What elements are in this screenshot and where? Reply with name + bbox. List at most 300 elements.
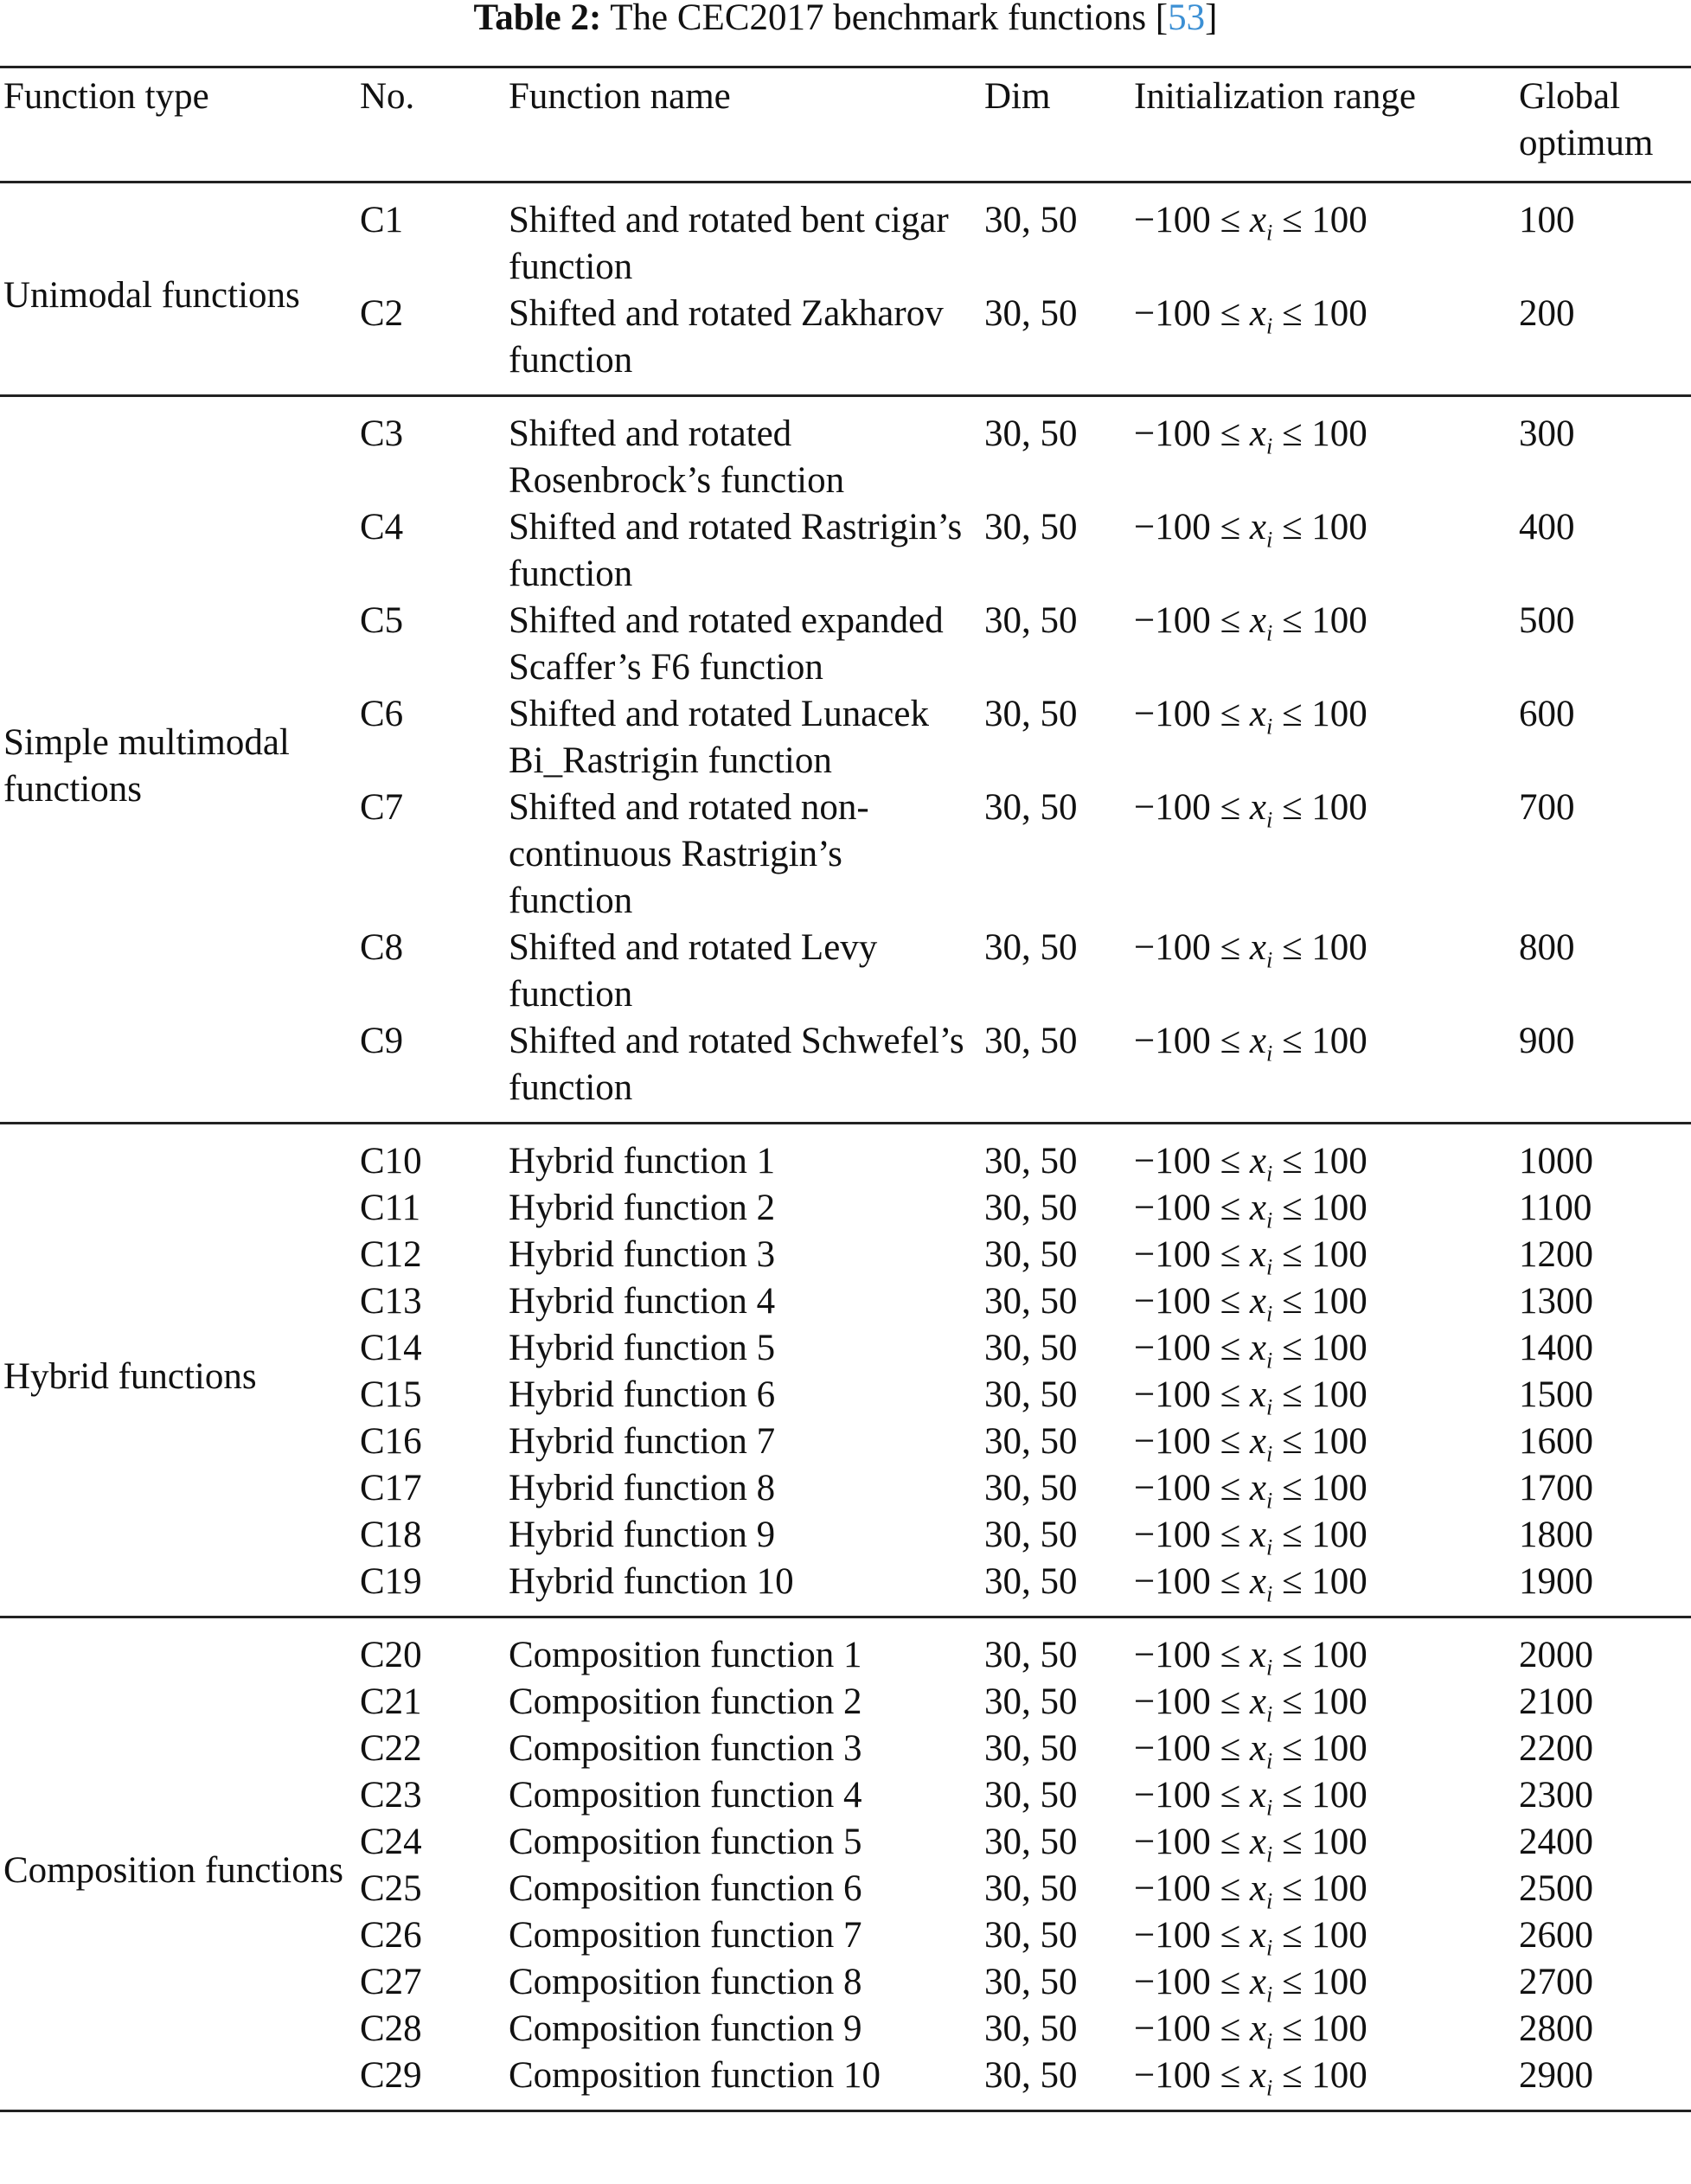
range-upper: ≤ 100 bbox=[1272, 293, 1368, 334]
range-lower: −100 ≤ bbox=[1134, 1635, 1250, 1675]
function-name-cell: Hybrid function 1 bbox=[509, 1141, 776, 1182]
dim-cell: 30, 50 bbox=[984, 1234, 1078, 1275]
global-optimum-cell: 1700 bbox=[1519, 1468, 1593, 1508]
global-optimum-cell: 1000 bbox=[1519, 1141, 1593, 1182]
range-variable-subscript: i bbox=[1265, 807, 1273, 833]
function-no-cell: C21 bbox=[360, 1681, 422, 1722]
dim-cell: 30, 50 bbox=[984, 1328, 1078, 1368]
initialization-range-cell bbox=[1131, 1278, 1515, 1325]
range-variable-subscript: i bbox=[1265, 2075, 1273, 2101]
initialization-range-cell bbox=[1131, 1959, 1515, 2006]
range-lower: −100 ≤ bbox=[1134, 1188, 1250, 1228]
function-no-cell: C11 bbox=[360, 1188, 421, 1228]
initialization-range-cell bbox=[1131, 1866, 1515, 1912]
function-no-cell: C20 bbox=[360, 1635, 422, 1675]
range-variable bbox=[1249, 1281, 1273, 1327]
header-row bbox=[0, 67, 1691, 183]
global-optimum-cell: 100 bbox=[1519, 200, 1575, 240]
function-no-cell: C19 bbox=[360, 1561, 422, 1602]
caption-label: Table 2: bbox=[473, 0, 602, 38]
function-type-cell: Hybrid functions bbox=[3, 1356, 257, 1397]
range-upper: ≤ 100 bbox=[1272, 1234, 1368, 1275]
global-optimum-cell: 200 bbox=[1519, 293, 1575, 334]
dim-cell: 30, 50 bbox=[984, 1775, 1078, 1816]
range-lower: −100 ≤ bbox=[1134, 1515, 1250, 1555]
range-variable-subscript: i bbox=[1265, 1441, 1273, 1467]
initialization-range-cell bbox=[1131, 1372, 1515, 1419]
global-optimum-cell: 1600 bbox=[1519, 1421, 1593, 1462]
function-no-cell: C14 bbox=[360, 1328, 422, 1368]
initialization-range-cell bbox=[1131, 1512, 1515, 1559]
range-variable bbox=[1249, 927, 1273, 973]
range-upper: ≤ 100 bbox=[1272, 787, 1368, 828]
range-upper: ≤ 100 bbox=[1272, 1468, 1368, 1508]
initialization-range-cell bbox=[1131, 598, 1515, 691]
global-optimum-cell: 900 bbox=[1519, 1021, 1575, 1061]
function-group bbox=[0, 1617, 1691, 2111]
range-upper: ≤ 100 bbox=[1272, 507, 1368, 548]
range-upper: ≤ 100 bbox=[1272, 413, 1368, 454]
range-variable-subscript: i bbox=[1265, 1534, 1273, 1560]
range-variable-x: x bbox=[1249, 1421, 1266, 1462]
range-variable bbox=[1249, 1374, 1273, 1420]
range-variable-x: x bbox=[1249, 1374, 1266, 1415]
range-variable-subscript: i bbox=[1265, 1888, 1273, 1914]
range-variable bbox=[1249, 787, 1273, 833]
function-type-cell: Unimodal functions bbox=[3, 275, 300, 316]
header-no: No. bbox=[356, 67, 505, 183]
initialization-range-cell bbox=[1131, 1679, 1515, 1726]
function-no-cell: C10 bbox=[360, 1141, 422, 1182]
function-name-cell: Composition function 3 bbox=[509, 1728, 862, 1769]
dim-cell: 30, 50 bbox=[984, 293, 1078, 334]
range-upper: ≤ 100 bbox=[1272, 1775, 1368, 1816]
dim-cell: 30, 50 bbox=[984, 1468, 1078, 1508]
range-lower: −100 ≤ bbox=[1134, 1915, 1250, 1956]
range-lower: −100 ≤ bbox=[1134, 413, 1250, 454]
function-no-cell: C6 bbox=[360, 694, 404, 734]
range-variable bbox=[1249, 413, 1273, 459]
global-optimum-cell: 1500 bbox=[1519, 1374, 1593, 1415]
dim-cell: 30, 50 bbox=[984, 1635, 1078, 1675]
dim-cell: 30, 50 bbox=[984, 1188, 1078, 1228]
function-name-cell: Hybrid function 10 bbox=[509, 1561, 794, 1602]
range-lower: −100 ≤ bbox=[1134, 1681, 1250, 1722]
function-name-cell: Hybrid function 4 bbox=[509, 1281, 776, 1322]
range-variable-x: x bbox=[1249, 2008, 1266, 2049]
function-no-cell: C26 bbox=[360, 1915, 422, 1956]
initialization-range-cell bbox=[1131, 1465, 1515, 1512]
initialization-range-cell bbox=[1131, 1726, 1515, 1772]
initialization-range-cell bbox=[1131, 2006, 1515, 2053]
function-name-cell: Composition function 10 bbox=[509, 2055, 881, 2096]
range-upper: ≤ 100 bbox=[1272, 1915, 1368, 1956]
dim-cell: 30, 50 bbox=[984, 1561, 1078, 1602]
range-lower: −100 ≤ bbox=[1134, 1468, 1250, 1508]
range-upper: ≤ 100 bbox=[1272, 1681, 1368, 1722]
function-name-cell: Shifted and rotated non-continuous Rastrigin’s function bbox=[509, 787, 869, 921]
function-no-cell: C27 bbox=[360, 1962, 422, 2002]
table-row bbox=[0, 396, 1691, 505]
range-upper: ≤ 100 bbox=[1272, 1188, 1368, 1228]
range-variable bbox=[1249, 1915, 1273, 1961]
range-upper: ≤ 100 bbox=[1272, 1328, 1368, 1368]
range-upper: ≤ 100 bbox=[1272, 1141, 1368, 1182]
function-no-cell: C1 bbox=[360, 200, 404, 240]
function-name-cell: Shifted and rotated Rosenbrock’s function bbox=[509, 413, 845, 501]
global-optimum-cell: 2200 bbox=[1519, 1728, 1593, 1769]
function-name-cell: Composition function 9 bbox=[509, 2008, 862, 2049]
dim-cell: 30, 50 bbox=[984, 200, 1078, 240]
range-variable bbox=[1249, 507, 1273, 553]
range-variable bbox=[1249, 1421, 1273, 1467]
range-variable-x: x bbox=[1249, 1728, 1266, 1769]
dim-cell: 30, 50 bbox=[984, 1374, 1078, 1415]
global-optimum-cell: 2500 bbox=[1519, 1868, 1593, 1909]
range-variable bbox=[1249, 2008, 1273, 2054]
range-variable-x: x bbox=[1249, 1234, 1266, 1275]
range-variable-subscript: i bbox=[1265, 1394, 1273, 1420]
range-variable bbox=[1249, 694, 1273, 740]
range-variable bbox=[1249, 1822, 1273, 1867]
range-variable-x: x bbox=[1249, 413, 1266, 454]
range-lower: −100 ≤ bbox=[1134, 1374, 1250, 1415]
range-variable-x: x bbox=[1249, 1822, 1266, 1862]
initialization-range-cell bbox=[1131, 291, 1515, 396]
range-variable-subscript: i bbox=[1265, 1841, 1273, 1867]
function-name-cell: Shifted and rotated Schwefel’s function bbox=[509, 1021, 964, 1108]
function-no-cell: C2 bbox=[360, 293, 404, 334]
header-function-name: Function name bbox=[505, 67, 981, 183]
function-no-cell: C29 bbox=[360, 2055, 422, 2096]
dim-cell: 30, 50 bbox=[984, 413, 1078, 454]
function-name-cell: Composition function 2 bbox=[509, 1681, 862, 1722]
range-variable-subscript: i bbox=[1265, 220, 1273, 246]
range-lower: −100 ≤ bbox=[1134, 507, 1250, 548]
function-name-cell: Hybrid function 2 bbox=[509, 1188, 776, 1228]
range-variable bbox=[1249, 1681, 1273, 1727]
range-variable-x: x bbox=[1249, 200, 1266, 240]
range-variable bbox=[1249, 1728, 1273, 1774]
function-name-cell: Composition function 8 bbox=[509, 1962, 862, 2002]
dim-cell: 30, 50 bbox=[984, 1915, 1078, 1956]
range-variable-subscript: i bbox=[1265, 313, 1273, 339]
range-variable-x: x bbox=[1249, 507, 1266, 548]
table-header bbox=[0, 67, 1691, 183]
range-lower: −100 ≤ bbox=[1134, 1822, 1250, 1862]
function-no-cell: C9 bbox=[360, 1021, 404, 1061]
range-variable-subscript: i bbox=[1265, 2028, 1273, 2054]
range-variable-x: x bbox=[1249, 1681, 1266, 1722]
range-variable-x: x bbox=[1249, 1188, 1266, 1228]
range-upper: ≤ 100 bbox=[1272, 694, 1368, 734]
function-name-cell: Composition function 5 bbox=[509, 1822, 862, 1862]
function-no-cell: C7 bbox=[360, 787, 404, 828]
dim-cell: 30, 50 bbox=[984, 927, 1078, 968]
range-upper: ≤ 100 bbox=[1272, 1515, 1368, 1555]
range-variable-subscript: i bbox=[1265, 1348, 1273, 1374]
global-optimum-cell: 1200 bbox=[1519, 1234, 1593, 1275]
range-variable-x: x bbox=[1249, 293, 1266, 334]
dim-cell: 30, 50 bbox=[984, 507, 1078, 548]
dim-cell: 30, 50 bbox=[984, 1141, 1078, 1182]
range-variable bbox=[1249, 1868, 1273, 1914]
global-optimum-cell: 2300 bbox=[1519, 1775, 1593, 1816]
initialization-range-cell bbox=[1131, 1617, 1515, 1680]
function-name-cell: Hybrid function 7 bbox=[509, 1421, 776, 1462]
dim-cell: 30, 50 bbox=[984, 600, 1078, 641]
function-name-cell: Hybrid function 9 bbox=[509, 1515, 776, 1555]
function-name-cell: Hybrid function 3 bbox=[509, 1234, 776, 1275]
initialization-range-cell bbox=[1131, 1419, 1515, 1465]
range-upper: ≤ 100 bbox=[1272, 927, 1368, 968]
range-variable-x: x bbox=[1249, 2055, 1266, 2096]
dim-cell: 30, 50 bbox=[984, 1021, 1078, 1061]
dim-cell: 30, 50 bbox=[984, 1421, 1078, 1462]
global-optimum-cell: 2700 bbox=[1519, 1962, 1593, 2002]
global-optimum-cell: 1800 bbox=[1519, 1515, 1593, 1555]
range-upper: ≤ 100 bbox=[1272, 200, 1368, 240]
header-initialization-range: Initialization range bbox=[1131, 67, 1515, 183]
range-lower: −100 ≤ bbox=[1134, 1962, 1250, 2002]
global-optimum-cell: 1300 bbox=[1519, 1281, 1593, 1322]
initialization-range-cell bbox=[1131, 785, 1515, 925]
range-variable-x: x bbox=[1249, 1281, 1266, 1322]
function-name-cell: Composition function 4 bbox=[509, 1775, 862, 1816]
dim-cell: 30, 50 bbox=[984, 1728, 1078, 1769]
initialization-range-cell bbox=[1131, 1232, 1515, 1278]
table-row bbox=[0, 183, 1691, 291]
function-name-cell: Composition function 1 bbox=[509, 1635, 862, 1675]
range-upper: ≤ 100 bbox=[1272, 2008, 1368, 2049]
range-variable bbox=[1249, 1021, 1273, 1066]
initialization-range-cell bbox=[1131, 396, 1515, 505]
function-type-cell: Composition functions bbox=[3, 1850, 343, 1891]
function-no-cell: C3 bbox=[360, 413, 404, 454]
range-variable-subscript: i bbox=[1265, 1748, 1273, 1774]
range-lower: −100 ≤ bbox=[1134, 694, 1250, 734]
range-variable-subscript: i bbox=[1265, 714, 1273, 740]
dim-cell: 30, 50 bbox=[984, 2055, 1078, 2096]
range-lower: −100 ≤ bbox=[1134, 2055, 1250, 2096]
range-variable bbox=[1249, 200, 1273, 246]
range-variable-x: x bbox=[1249, 1775, 1266, 1816]
initialization-range-cell bbox=[1131, 2053, 1515, 2111]
range-upper: ≤ 100 bbox=[1272, 1021, 1368, 1061]
global-optimum-cell: 2400 bbox=[1519, 1822, 1593, 1862]
function-name-cell: Shifted and rotated Zakharov function bbox=[509, 293, 944, 381]
caption-text: The CEC2017 benchmark functions [ bbox=[610, 0, 1169, 38]
function-no-cell: C13 bbox=[360, 1281, 422, 1322]
initialization-range-cell bbox=[1131, 1912, 1515, 1959]
range-variable-subscript: i bbox=[1265, 1655, 1273, 1681]
range-variable-x: x bbox=[1249, 600, 1266, 641]
range-lower: −100 ≤ bbox=[1134, 1281, 1250, 1322]
initialization-range-cell bbox=[1131, 504, 1515, 598]
range-variable-subscript: i bbox=[1265, 1207, 1273, 1233]
function-name-cell: Shifted and rotated expanded Scaffer’s F6 function bbox=[509, 600, 944, 688]
range-variable bbox=[1249, 293, 1273, 339]
range-upper: ≤ 100 bbox=[1272, 1868, 1368, 1909]
range-upper: ≤ 100 bbox=[1272, 1281, 1368, 1322]
global-optimum-cell: 2600 bbox=[1519, 1915, 1593, 1956]
range-variable-subscript: i bbox=[1265, 1935, 1273, 1961]
global-optimum-cell: 2800 bbox=[1519, 2008, 1593, 2049]
function-name-cell: Shifted and rotated Lunacek Bi_Rastrigin function bbox=[509, 694, 929, 781]
function-no-cell: C15 bbox=[360, 1374, 422, 1415]
range-variable-subscript: i bbox=[1265, 1041, 1273, 1066]
global-optimum-cell: 300 bbox=[1519, 413, 1575, 454]
dim-cell: 30, 50 bbox=[984, 1515, 1078, 1555]
range-variable bbox=[1249, 1141, 1273, 1187]
global-optimum-cell: 2900 bbox=[1519, 2055, 1593, 2096]
range-upper: ≤ 100 bbox=[1272, 2055, 1368, 2096]
initialization-range-cell bbox=[1131, 1559, 1515, 1617]
range-variable-subscript: i bbox=[1265, 1254, 1273, 1280]
dim-cell: 30, 50 bbox=[984, 1962, 1078, 2002]
dim-cell: 30, 50 bbox=[984, 694, 1078, 734]
range-variable bbox=[1249, 1962, 1273, 2008]
range-variable-x: x bbox=[1249, 1328, 1266, 1368]
function-group bbox=[0, 396, 1691, 1124]
table-row bbox=[0, 1617, 1691, 1680]
table-row bbox=[0, 1124, 1691, 1186]
range-variable bbox=[1249, 1328, 1273, 1374]
range-lower: −100 ≤ bbox=[1134, 1728, 1250, 1769]
dim-cell: 30, 50 bbox=[984, 2008, 1078, 2049]
range-variable-subscript: i bbox=[1265, 433, 1273, 459]
range-lower: −100 ≤ bbox=[1134, 1868, 1250, 1909]
initialization-range-cell bbox=[1131, 1819, 1515, 1866]
range-variable-x: x bbox=[1249, 1635, 1266, 1675]
function-no-cell: C22 bbox=[360, 1728, 422, 1769]
dim-cell: 30, 50 bbox=[984, 787, 1078, 828]
global-optimum-cell: 700 bbox=[1519, 787, 1575, 828]
function-name-cell: Composition function 6 bbox=[509, 1868, 862, 1909]
initialization-range-cell bbox=[1131, 183, 1515, 291]
initialization-range-cell bbox=[1131, 1124, 1515, 1186]
global-optimum-cell: 600 bbox=[1519, 694, 1575, 734]
function-name-cell: Hybrid function 8 bbox=[509, 1468, 776, 1508]
function-no-cell: C24 bbox=[360, 1822, 422, 1862]
range-lower: −100 ≤ bbox=[1134, 1421, 1250, 1462]
range-variable-x: x bbox=[1249, 1468, 1266, 1508]
range-lower: −100 ≤ bbox=[1134, 1561, 1250, 1602]
range-variable bbox=[1249, 1188, 1273, 1233]
function-name-cell: Hybrid function 5 bbox=[509, 1328, 776, 1368]
range-variable-subscript: i bbox=[1265, 1488, 1273, 1514]
global-optimum-cell: 400 bbox=[1519, 507, 1575, 548]
range-variable-x: x bbox=[1249, 1561, 1266, 1602]
range-variable-x: x bbox=[1249, 1515, 1266, 1555]
range-upper: ≤ 100 bbox=[1272, 1822, 1368, 1862]
range-upper: ≤ 100 bbox=[1272, 1635, 1368, 1675]
function-no-cell: C18 bbox=[360, 1515, 422, 1555]
function-no-cell: C8 bbox=[360, 927, 404, 968]
range-upper: ≤ 100 bbox=[1272, 1561, 1368, 1602]
function-no-cell: C12 bbox=[360, 1234, 422, 1275]
range-variable-x: x bbox=[1249, 1915, 1266, 1956]
range-variable-x: x bbox=[1249, 1021, 1266, 1061]
range-variable-subscript: i bbox=[1265, 1982, 1273, 2008]
table-caption bbox=[0, 0, 1691, 42]
caption-citation-link[interactable]: 53 bbox=[1168, 0, 1206, 38]
range-lower: −100 ≤ bbox=[1134, 1021, 1250, 1061]
function-no-cell: C4 bbox=[360, 507, 404, 548]
range-variable-x: x bbox=[1249, 787, 1266, 828]
function-name-cell: Shifted and rotated Levy function bbox=[509, 927, 878, 1015]
function-no-cell: C25 bbox=[360, 1868, 422, 1909]
range-variable bbox=[1249, 1561, 1273, 1607]
function-no-cell: C16 bbox=[360, 1421, 422, 1462]
range-lower: −100 ≤ bbox=[1134, 200, 1250, 240]
header-dim: Dim bbox=[981, 67, 1131, 183]
range-lower: −100 ≤ bbox=[1134, 927, 1250, 968]
range-variable bbox=[1249, 1468, 1273, 1514]
range-lower: −100 ≤ bbox=[1134, 600, 1250, 641]
initialization-range-cell bbox=[1131, 925, 1515, 1018]
range-lower: −100 ≤ bbox=[1134, 1141, 1250, 1182]
range-lower: −100 ≤ bbox=[1134, 1234, 1250, 1275]
dim-cell: 30, 50 bbox=[984, 1281, 1078, 1322]
function-name-cell: Shifted and rotated bent cigar function bbox=[509, 200, 949, 287]
range-lower: −100 ≤ bbox=[1134, 1775, 1250, 1816]
range-upper: ≤ 100 bbox=[1272, 1374, 1368, 1415]
dim-cell: 30, 50 bbox=[984, 1822, 1078, 1862]
benchmark-table bbox=[0, 66, 1691, 2112]
function-group bbox=[0, 183, 1691, 396]
function-name-cell: Composition function 7 bbox=[509, 1915, 862, 1956]
function-no-cell: C28 bbox=[360, 2008, 422, 2049]
function-no-cell: C17 bbox=[360, 1468, 422, 1508]
function-name-cell: Shifted and rotated Rastrigin’s function bbox=[509, 507, 963, 594]
header-function-type: Function type bbox=[0, 67, 356, 183]
global-optimum-cell: 2000 bbox=[1519, 1635, 1593, 1675]
global-optimum-cell: 1100 bbox=[1519, 1188, 1592, 1228]
range-lower: −100 ≤ bbox=[1134, 293, 1250, 334]
global-optimum-cell: 800 bbox=[1519, 927, 1575, 968]
range-variable bbox=[1249, 1515, 1273, 1560]
range-variable bbox=[1249, 1234, 1273, 1280]
range-lower: −100 ≤ bbox=[1134, 1328, 1250, 1368]
function-group bbox=[0, 1124, 1691, 1617]
range-variable-x: x bbox=[1249, 1141, 1266, 1182]
global-optimum-cell: 1400 bbox=[1519, 1328, 1593, 1368]
range-variable-x: x bbox=[1249, 694, 1266, 734]
range-variable-subscript: i bbox=[1265, 947, 1273, 973]
range-variable bbox=[1249, 2055, 1273, 2101]
initialization-range-cell bbox=[1131, 691, 1515, 785]
range-lower: −100 ≤ bbox=[1134, 787, 1250, 828]
initialization-range-cell bbox=[1131, 1325, 1515, 1372]
range-variable-x: x bbox=[1249, 927, 1266, 968]
range-upper: ≤ 100 bbox=[1272, 1421, 1368, 1462]
range-variable-subscript: i bbox=[1265, 527, 1273, 553]
range-variable-subscript: i bbox=[1265, 620, 1273, 646]
range-variable-subscript: i bbox=[1265, 1581, 1273, 1607]
dim-cell: 30, 50 bbox=[984, 1868, 1078, 1909]
caption-close: ] bbox=[1205, 0, 1218, 38]
function-name-cell: Hybrid function 6 bbox=[509, 1374, 776, 1415]
function-type-cell: Simple multimodal functions bbox=[3, 722, 290, 810]
range-variable-subscript: i bbox=[1265, 1301, 1273, 1327]
range-variable-x: x bbox=[1249, 1962, 1266, 2002]
header-global-optimum: Global optimum bbox=[1515, 67, 1691, 183]
global-optimum-cell: 1900 bbox=[1519, 1561, 1593, 1602]
range-variable bbox=[1249, 1775, 1273, 1821]
range-variable-subscript: i bbox=[1265, 1161, 1273, 1187]
global-optimum-cell: 2100 bbox=[1519, 1681, 1593, 1722]
